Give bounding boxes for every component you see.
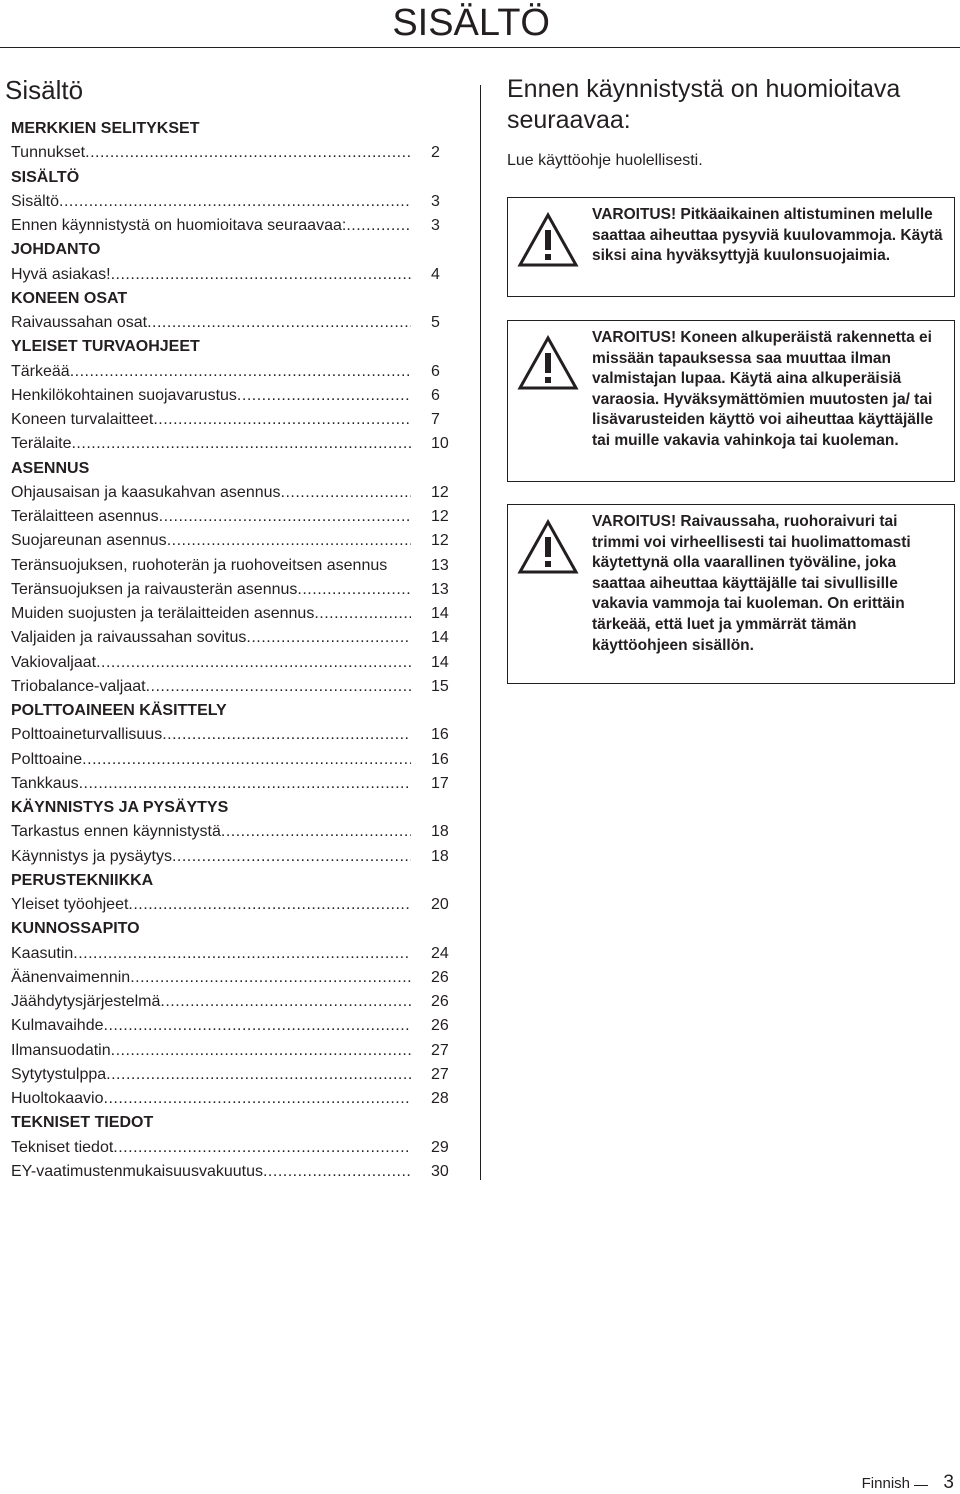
toc-section-heading — [11, 796, 453, 820]
toc-entry — [11, 723, 453, 747]
toc-leader-dots — [297, 578, 411, 602]
toc-section-heading — [11, 238, 453, 262]
toc-leader-dots — [73, 942, 411, 966]
warning-text: VAROITUS! Pitkäaikainen altistuminen melulle saattaa aiheuttaa pysyviä kuulovammoja. Käytä siksi aina hyväksyttyjä kuulonsuojaimia. — [592, 206, 943, 265]
toc-entry-label: Suojareunan asennus — [11, 532, 167, 550]
toc-entry — [11, 748, 453, 772]
toc-leader-dots — [104, 1087, 412, 1111]
toc-entry-label: Terälaite — [11, 435, 72, 453]
toc-entry — [11, 820, 453, 844]
toc-leader-dots — [159, 505, 411, 529]
toc-entry-page: 6 — [431, 386, 440, 404]
toc-entry-label: Hyvä asiakas! — [11, 265, 111, 283]
toc-entry-label: Polttoaineturvallisuus — [11, 726, 163, 744]
toc-entry — [11, 1087, 453, 1111]
toc-entry-label: Huoltokaavio — [11, 1090, 104, 1107]
toc-leader-dots — [113, 1136, 411, 1160]
toc-entry-label: KUNNOSSAPITO — [11, 920, 140, 938]
toc-title: Sisältö — [5, 75, 84, 105]
toc-entry — [11, 141, 453, 165]
toc-entry-page: 27 — [431, 1041, 449, 1059]
toc-leader-dots — [130, 966, 411, 990]
toc-leader-dots — [314, 602, 411, 626]
toc-entry — [11, 432, 453, 456]
toc-entry-label: Teränsuojuksen ja raivausterän asennus — [11, 580, 298, 598]
toc-entry-label: KÄYNNISTYS JA PYSÄYTYS — [11, 799, 229, 816]
toc-entry — [11, 772, 453, 796]
toc-entry-page: 5 — [431, 314, 440, 331]
toc-entry — [11, 990, 453, 1014]
toc-leader-dots — [85, 141, 411, 165]
toc-entry-label: Teränsuojuksen, ruohoterän ja ruohoveitsen asennus — [11, 556, 388, 574]
warning-box-3 — [507, 504, 955, 684]
toc-entry-label: TEKNISET TIEDOT — [11, 1114, 154, 1132]
toc-entry-page: 26 — [431, 993, 449, 1010]
toc-leader-dots — [221, 820, 411, 844]
toc-section-heading — [11, 117, 453, 141]
toc-entry — [11, 1063, 453, 1087]
toc-entry — [11, 263, 453, 287]
toc-entry — [11, 626, 453, 650]
toc-leader-dots — [146, 675, 411, 699]
toc-section-heading — [11, 287, 453, 311]
column-divider — [480, 85, 481, 1180]
toc-entry-label: Kulmavaihde — [11, 1017, 104, 1035]
toc-entry — [11, 554, 453, 578]
toc-entry-label: SISÄLTÖ — [11, 168, 80, 186]
toc-entry-page: 12 — [431, 483, 449, 501]
toc-entry-page: 2 — [431, 144, 440, 162]
warning-triangle-icon — [517, 519, 579, 575]
toc-entry-page: 24 — [431, 944, 449, 962]
toc-entry-page: 28 — [431, 1090, 449, 1107]
toc-entry — [11, 1039, 453, 1063]
toc-entry — [11, 408, 453, 432]
toc-entry-label: Sisältö — [11, 192, 60, 210]
toc-entry — [11, 1014, 453, 1038]
toc-entry — [11, 481, 453, 505]
toc-entry — [11, 214, 453, 238]
toc-entry-label: EY-vaatimustenmukaisuusvakuutus — [11, 1162, 263, 1180]
toc-entry-page: 27 — [431, 1065, 449, 1083]
toc-entry-page: 7 — [431, 411, 440, 428]
toc-entry — [11, 893, 453, 917]
toc-entry — [11, 942, 453, 966]
toc-section-heading — [11, 917, 453, 941]
page-title: SISÄLTÖ — [392, 2, 550, 44]
toc-entry-label: Muiden suojusten ja terälaitteiden asennus — [11, 605, 315, 622]
toc-leader-dots — [70, 360, 411, 384]
toc-entry-page: 3 — [431, 217, 440, 234]
toc-leader-dots — [281, 481, 411, 505]
intro-text: Lue käyttöohje huolellisesti. — [507, 152, 703, 169]
toc-leader-dots — [160, 990, 411, 1014]
toc-leader-dots — [153, 408, 411, 432]
toc-entry-label: Kaasutin — [11, 944, 74, 962]
toc-entry-label: Tärkeää — [11, 362, 70, 380]
toc-entry — [11, 602, 453, 626]
toc-entry-page: 13 — [431, 580, 449, 598]
toc-entry — [11, 1136, 453, 1160]
toc-entry-page: 12 — [431, 508, 449, 525]
warning-text: VAROITUS! Raivaussaha, ruohoraivuri tai trimmi voi virheellisesti tai huolimattomasti käytettynä olla vaarallinen työväline, joka saattaa aiheuttaa käyttäjälle tai sivullisille vakavia vammoja tai kuoleman. On erittäin tärkeää, että luet ja ymmärrät tämän käyttöohjeen sisällön. — [592, 513, 911, 654]
toc-entry-label: Raivaussahan osat — [11, 314, 148, 331]
toc-entry — [11, 384, 453, 408]
toc-entry-label: PERUSTEKNIIKKA — [11, 871, 154, 889]
toc-leader-dots — [263, 1160, 411, 1184]
toc-leader-dots — [71, 432, 411, 456]
toc-entry-label: Ennen käynnistystä on huomioitava seuraavaa: — [11, 217, 347, 234]
toc-entry-page: 29 — [431, 1138, 449, 1156]
toc-leader-dots — [79, 772, 411, 796]
toc-section-heading — [11, 699, 453, 723]
toc-entry — [11, 675, 453, 699]
toc-leader-dots — [82, 748, 411, 772]
toc-section-heading — [11, 869, 453, 893]
toc-entry-label: MERKKIEN SELITYKSET — [11, 120, 200, 137]
toc-entry-page: 26 — [431, 968, 449, 986]
toc-entry-page: 13 — [431, 556, 449, 574]
toc-section-heading — [11, 335, 453, 359]
warning-triangle-icon — [517, 335, 579, 391]
table-of-contents — [11, 117, 453, 1184]
toc-leader-dots — [96, 651, 411, 675]
toc-entry-label: Äänenvaimennin — [11, 968, 131, 986]
toc-entry-label: JOHDANTO — [11, 241, 101, 259]
toc-entry — [11, 360, 453, 384]
toc-entry-label: Polttoaine — [11, 750, 83, 768]
footer-language: Finnish — [861, 1475, 910, 1492]
toc-entry — [11, 311, 453, 335]
toc-entry — [11, 505, 453, 529]
toc-entry-page: 16 — [431, 726, 449, 744]
toc-entry — [11, 190, 453, 214]
toc-entry-label: Käynnistys ja pysäytys — [11, 847, 172, 865]
toc-entry-label: Triobalance-valjaat — [11, 677, 146, 695]
toc-entry — [11, 1160, 453, 1184]
toc-entry-label: Jäähdytysjärjestelmä — [11, 993, 161, 1010]
toc-entry-label: Sytytystulppa — [11, 1065, 107, 1083]
toc-entry-page: 12 — [431, 532, 449, 550]
toc-entry-page: 18 — [431, 823, 449, 841]
section-heading: Ennen käynnistystä on huomioitava seuraavaa: — [507, 75, 901, 134]
toc-entry-page: 20 — [431, 896, 449, 913]
toc-section-heading — [11, 457, 453, 481]
toc-leader-dots — [111, 1039, 411, 1063]
footer-separator — [914, 1485, 928, 1486]
warning-box-1 — [507, 197, 955, 297]
toc-entry-page: 10 — [431, 435, 449, 453]
toc-entry-label: ASENNUS — [11, 459, 90, 477]
warning-text: VAROITUS! Koneen alkuperäistä rakennetta ei missään tapauksessa saa muuttaa ilman valmistajan lupaa. Käytä aina alkuperäisiä varaosia. Hyväksymättömien muutosten ja/ tai lisävarusteiden käyttö voi aiheuttaa käyttäjälle tai muille vakavia vahinkoja tai kuoleman. — [592, 329, 934, 449]
toc-entry-label: Ilmansuodatin — [11, 1041, 111, 1059]
toc-leader-dots — [104, 1014, 412, 1038]
toc-leader-dots — [346, 214, 411, 238]
toc-entry-page: 14 — [431, 653, 449, 671]
toc-entry-label: Ohjausaisan ja kaasukahvan asennus — [11, 483, 281, 501]
toc-entry-label: Valjaiden ja raivaussahan sovitus — [11, 629, 247, 647]
toc-leader-dots — [106, 1063, 411, 1087]
toc-entry-page: 4 — [431, 265, 440, 283]
toc-entry-label: Vakiovaljaat — [11, 653, 97, 671]
footer-page-number: 3 — [943, 1472, 954, 1493]
toc-leader-dots — [237, 384, 411, 408]
toc-section-heading — [11, 1111, 453, 1135]
toc-entry-label: Yleiset työohjeet — [11, 896, 129, 913]
header-rule — [0, 47, 960, 48]
toc-leader-dots — [162, 723, 411, 747]
toc-leader-dots — [59, 190, 411, 214]
toc-entry — [11, 651, 453, 675]
toc-entry-label: POLTTOAINEEN KÄSITTELY — [11, 702, 227, 719]
warning-box-2 — [507, 320, 955, 482]
toc-entry-page: 26 — [431, 1017, 449, 1035]
toc-entry-label: Tarkastus ennen käynnistystä — [11, 823, 221, 841]
toc-entry-page: 6 — [431, 362, 440, 380]
toc-entry-label: Tunnukset — [11, 144, 86, 162]
toc-entry-page: 30 — [431, 1162, 449, 1180]
toc-section-heading — [11, 166, 453, 190]
toc-entry-page: 14 — [431, 605, 449, 622]
toc-entry-page: 18 — [431, 847, 449, 865]
toc-entry — [11, 966, 453, 990]
toc-entry-label: KONEEN OSAT — [11, 289, 128, 307]
toc-entry-page: 16 — [431, 750, 449, 768]
toc-entry-page: 3 — [431, 192, 440, 210]
toc-leader-dots — [128, 893, 411, 917]
toc-leader-dots — [147, 311, 411, 335]
toc-entry-label: Tankkaus — [11, 774, 79, 792]
toc-entry-page: 14 — [431, 629, 449, 647]
toc-leader-dots — [167, 529, 411, 553]
toc-entry-label: Tekniset tiedot — [11, 1138, 114, 1156]
toc-entry-label: Terälaitteen asennus — [11, 508, 159, 525]
toc-entry — [11, 845, 453, 869]
toc-leader-dots — [172, 845, 411, 869]
toc-leader-dots — [111, 263, 411, 287]
toc-entry — [11, 529, 453, 553]
toc-entry-page: 15 — [431, 677, 449, 695]
toc-entry-label: YLEISET TURVAOHJEET — [11, 338, 200, 356]
toc-entry-label: Koneen turvalaitteet — [11, 411, 154, 428]
toc-leader-dots — [246, 626, 411, 650]
toc-entry — [11, 578, 453, 602]
warning-triangle-icon — [517, 212, 579, 268]
toc-entry-page: 17 — [431, 774, 449, 792]
toc-entry-label: Henkilökohtainen suojavarustus — [11, 386, 237, 404]
